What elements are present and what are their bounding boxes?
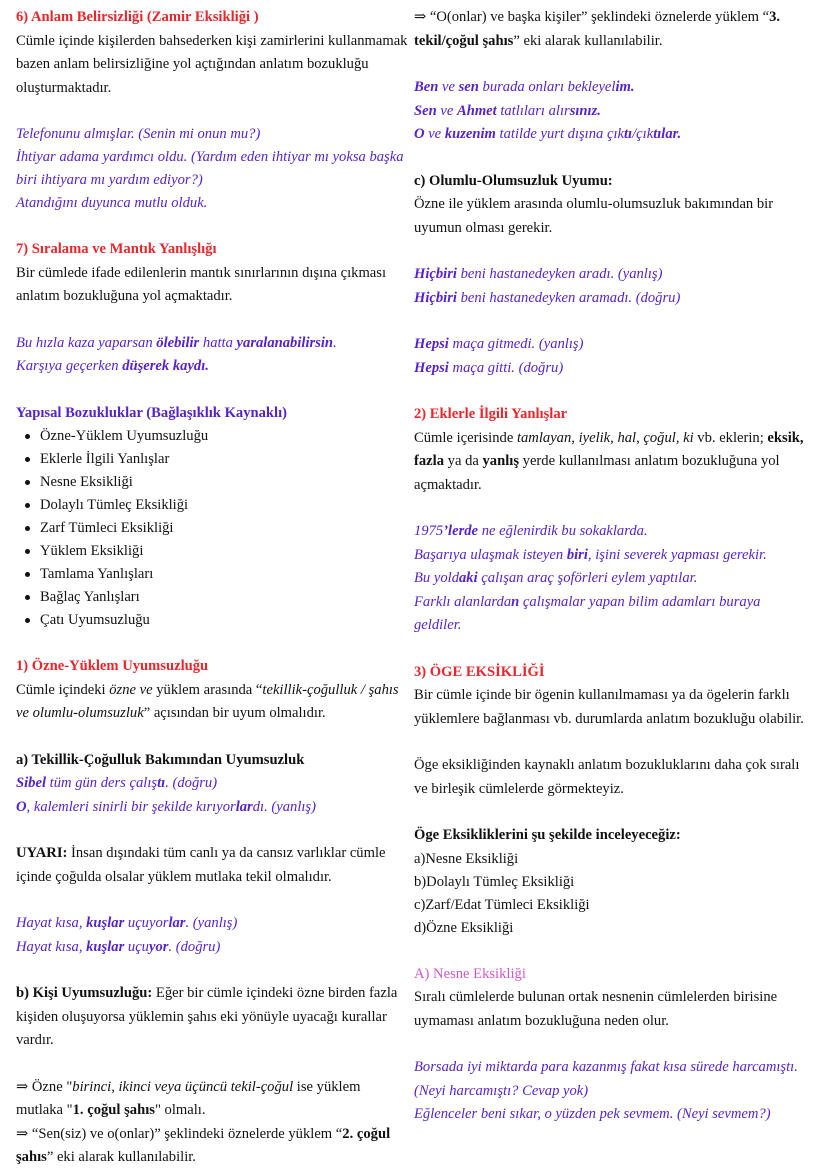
section-6-title: 6) Anlam Belirsizliği (Zamir Eksikliği ) bbox=[16, 9, 259, 25]
hepsi-example-2: Hepsi maça gitti. (doğru) bbox=[414, 359, 564, 376]
right-column bbox=[414, 6, 810, 1127]
subsection-a-example-1: Sibel tüm gün ders çalıştı. (doğru) bbox=[16, 775, 218, 791]
section-3-body-2: Öge eksikliğinden kaynaklı anlatım bozukluklarını daha çok sıralı ve birleşik cümlelerde görmekteyiz. bbox=[414, 757, 800, 797]
section-6-example-3: Atandığını duyunca mutlu olduk. bbox=[16, 195, 208, 211]
list-item: Nesne Eksikliği bbox=[16, 471, 408, 494]
left-column bbox=[16, 6, 408, 1165]
uyari-note: UYARI: İnsan dışındaki tüm canlı ya da cansız varlıklar cümle içinde çoğulda olsalar yüklem mutlaka tekil olmalıdır. bbox=[16, 845, 386, 885]
oge-item: c)Zarf/Edat Tümleci Eksikliği bbox=[414, 896, 590, 913]
subsection-c-body: Özne ile yüklem arasında olumlu-olumsuzluk bakımından bir uyumun olması gerekir. bbox=[414, 196, 774, 236]
section-1-title: 1) Özne-Yüklem Uyumsuzluğu bbox=[16, 658, 209, 674]
rule-2: ⇒ “Sen(siz) ve o(onlar)” şeklindeki öznelerde yüklem “2. çoğul şahıs” eki alarak kullanılabilir. bbox=[16, 1125, 391, 1165]
hicbiri-example-1: Hiçbiri beni hastanedeyken aradı. (yanlış) bbox=[414, 266, 663, 282]
arrow-right-icon: ⇒ bbox=[16, 1078, 29, 1095]
subsection-a-title: a) Tekillik-Çoğulluk Bakımından Uyumsuzluk bbox=[16, 751, 305, 768]
list-item: Zarf Tümleci Eksikliği bbox=[16, 517, 408, 540]
hayat-example-2: Hayat kısa, kuşlar uçuyor. (doğru) bbox=[16, 938, 221, 955]
section-7-example-1: Bu hızla kaza yaparsan ölebilir hatta yaralanabilirsin. bbox=[16, 334, 337, 351]
yapisal-title: Yapısal Bozukluklar (Bağlaşıklık Kaynaklı) bbox=[16, 404, 288, 421]
section-3-title: 3) ÖGE EKSİKLİĞİ bbox=[414, 663, 545, 680]
section-6-example-2: İhtiyar adama yardımcı oldu. (Yardım eden ihtiyar mı yoksa başka biri ihtiyara mı yardım ediyor?) bbox=[16, 149, 404, 188]
oge-item: b)Dolaylı Tümleç Eksikliği bbox=[414, 873, 575, 890]
oge-title: Öge Eksikliklerini şu şekilde inceleyeceğiz: bbox=[414, 827, 681, 843]
list-item: Yüklem Eksikliği bbox=[16, 540, 408, 563]
o-example: O ve kuzenim tatilde yurt dışına çıktı/çıktılar. bbox=[414, 126, 682, 142]
list-item: Özne-Yüklem Uyumsuzluğu bbox=[16, 425, 408, 448]
section-1-body: Cümle içindeki özne ve yüklem arasında “tekillik-çoğulluk / şahıs ve olumlu-olumsuzluk” açısından bir uyum olmalıdır. bbox=[16, 681, 399, 721]
ben-example: Ben ve sen burada onları bekleyelim. bbox=[414, 79, 635, 95]
hicbiri-example-2: Hiçbiri beni hastanedeyken aramadı. (doğru) bbox=[414, 289, 681, 306]
section-7-body: Bir cümlede ifade edilenlerin mantık sınırlarının dışına çıkması anlatım bozukluğuna yol açmaktadır. bbox=[16, 264, 387, 304]
rule-2-wrapper bbox=[16, 1123, 408, 1165]
rule-3: ⇒ “O(onlar) ve başka kişiler” şeklindeki öznelerde yüklem “3. tekil/çoğul şahıs” eki alarak kullanılabilir. bbox=[414, 9, 781, 49]
hepsi-example-1: Hepsi maça gitmedi. (yanlış) bbox=[414, 336, 584, 352]
list-item: Tamlama Yanlışları bbox=[16, 563, 408, 586]
subsection-A-example-1: Borsada iyi miktarda para kazanmış fakat kısa sürede harcamıştı. (Neyi harcamıştı? Cevap yok) bbox=[414, 1059, 798, 1099]
subsection-A-example-2: Eğlenceler beni sıkar, o yüzden pek sevmem. (Neyi sevmem?) bbox=[414, 1106, 771, 1122]
arrow-right-icon: ⇒ bbox=[16, 1125, 29, 1142]
yapisal-list bbox=[16, 425, 408, 632]
rule-1: ⇒ Özne "birinci, ikinci veya üçüncü tekil-çoğul ise yüklem mutlaka "1. çoğul şahıs" olmalı. bbox=[16, 1078, 361, 1118]
section-7-title: 7) Sıralama ve Mantık Yanlışlığı bbox=[16, 241, 217, 257]
list-item: Dolaylı Tümleç Eksikliği bbox=[16, 494, 408, 517]
list-item: Çatı Uyumsuzluğu bbox=[16, 609, 408, 632]
sen-example: Sen ve Ahmet tatlıları alırsınız. bbox=[414, 102, 601, 119]
section-2-example-2: Başarıya ulaşmak isteyen biri, işini severek yapması gerekir. bbox=[414, 546, 767, 563]
subsection-b-body: b) Kişi Uyumsuzluğu: Eğer bir cümle içindeki özne birden fazla kişiden oluşuyorsa yüklemin şahıs eki yönüyle uyacağı kurallar vardır. bbox=[16, 985, 398, 1048]
section-2-example-4: Farklı alanlardan çalışmalar yapan bilim adamları buraya geldiler. bbox=[414, 593, 761, 633]
section-2-title: 2) Eklerle İlgili Yanlışlar bbox=[414, 406, 568, 422]
list-item: Eklerle İlgili Yanlışlar bbox=[16, 448, 408, 471]
oge-item: d)Özne Eksikliği bbox=[414, 919, 514, 936]
hayat-example-1: Hayat kısa, kuşlar uçuyorlar. (yanlış) bbox=[16, 915, 238, 931]
section-2-example-3: Bu yoldaki çalışan araç şoförleri eylem yaptılar. bbox=[414, 570, 698, 586]
section-2-body: Cümle içerisinde tamlayan, iyelik, hal, çoğul, ki vb. eklerin; eksik, fazla ya da yanlış yerde kullanılması anlatım bozukluğuna yol açmaktadır. bbox=[414, 429, 804, 493]
subsection-A-body: Sıralı cümlelerde bulunan ortak nesnenin cümlelerden birisine uymaması anlatım bozukluğuna neden olur. bbox=[414, 989, 778, 1029]
section-7-example-2: Karşıya geçerken düşerek kaydı. bbox=[16, 358, 209, 374]
section-2-example-1: 1975’lerde ne eğlenirdik bu sokaklarda. bbox=[414, 523, 648, 539]
section-6-example-1: Telefonunu almışlar. (Senin mi onun mu?) bbox=[16, 126, 261, 142]
list-item: Bağlaç Yanlışları bbox=[16, 586, 408, 609]
oge-item: a)Nesne Eksikliği bbox=[414, 850, 519, 867]
subsection-a-example-2: O, kalemleri sinirli bir şekilde kırıyorlardı. (yanlış) bbox=[16, 798, 316, 815]
subsection-A-title: A) Nesne Eksikliği bbox=[414, 965, 526, 982]
subsection-c-title: c) Olumlu-Olumsuzluk Uyumu: bbox=[414, 172, 613, 189]
arrow-right-icon: ⇒ bbox=[414, 9, 427, 25]
section-6-body: Cümle içinde kişilerden bahsederken kişi zamirlerini kullanmamak bazen anlam belirsizliğine yol açtığından anlatım bozukluğu oluşturmaktadır. bbox=[16, 32, 408, 96]
section-3-body: Bir cümle içinde bir ögenin kullanılmaması ya da ögelerin farklı yüklemlere bağlanması vb. durumlarda anlatım bozukluğu olabilir. bbox=[414, 687, 804, 727]
